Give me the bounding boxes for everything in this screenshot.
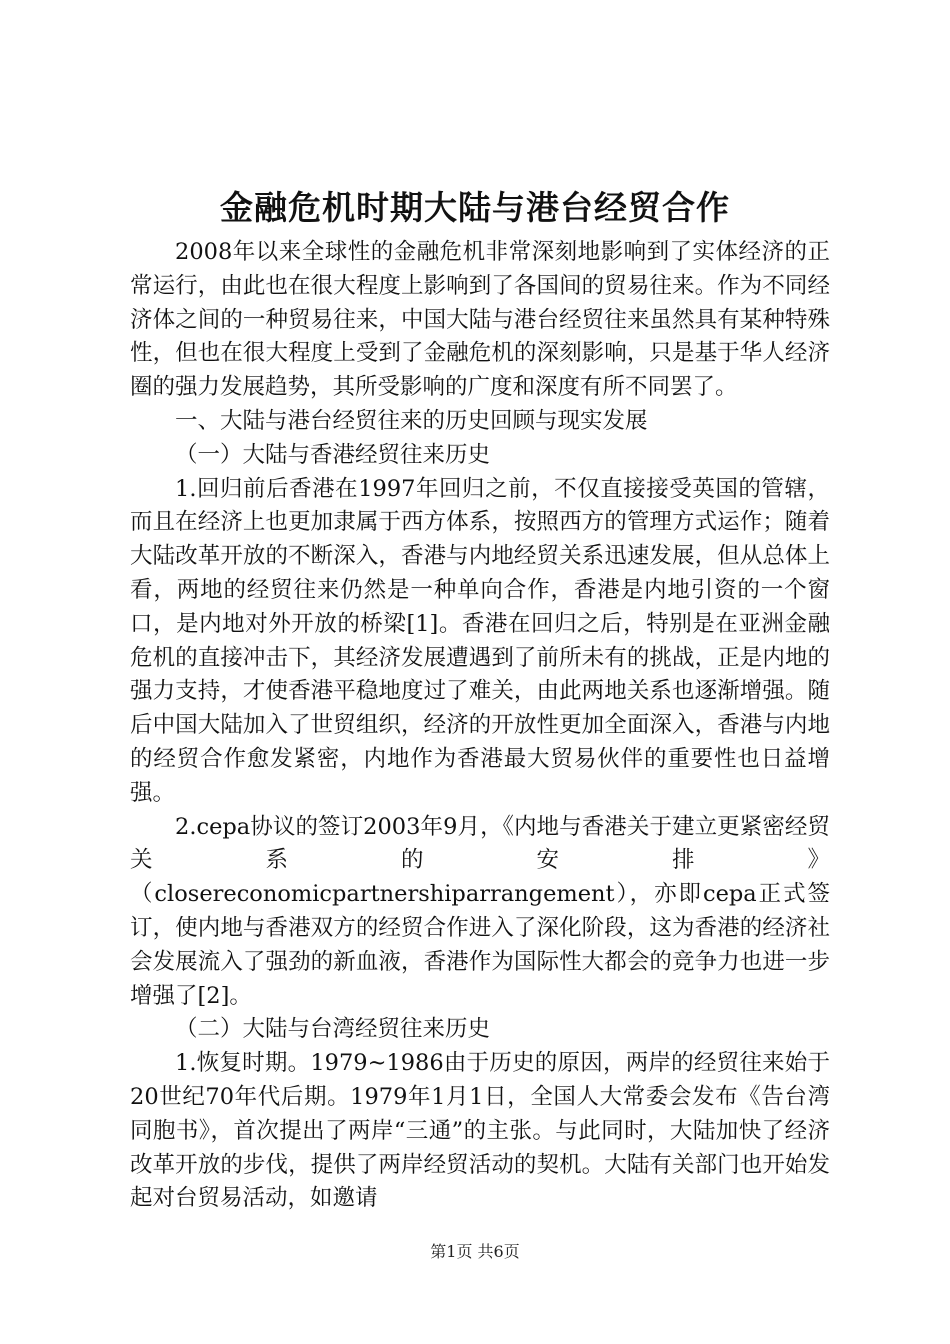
paragraph-intro: 2008年以来全球性的金融危机非常深刻地影响到了实体经济的正常运行，由此也在很大程度上影响到了各国间的贸易往来。作为不同经济体之间的一种贸易往来，中国大陆与港台经贸往来虽然具有某种特殊性，但也在很大程度上受到了金融危机的深刻影响，只是基于华人经济圈的强力发展趋势，其所受影响的广度和深度有所不同罢了。 (130, 239, 830, 401)
paragraph-cepa-intro: 2.cepa协议的签订2003年9月，《内地与香港关于建立更紧密经贸关系的安排》 (130, 813, 830, 874)
paragraph-hongkong-return: 1.回归前后香港在1997年回归之前，不仅直接接受英国的管辖，而且在经济上也更加隶属于西方体系，按照西方的管理方式运作；随着大陆改革开放的不断深入，香港与内地经贸关系迅速发展，但从总体上看，两地的经贸往来仍然是一种单向合作，香港是内地引资的一个窗口，是内地对外开放的桥梁[1]。香港在回归之后，特别是在亚洲金融危机的直接冲击下，其经济发展遭遇到了前所未有的挑战，正是内地的强力支持，才使香港平稳地度过了难关，由此两地关系也逐渐增强。随后中国大陆加入了世贸组织，经济的开放性更加全面深入，香港与内地的经贸合作愈发紧密，内地作为香港最大贸易伙伴的重要性也日益增强。 (130, 475, 830, 806)
section-heading-1: 一、大陆与港台经贸往来的历史回顾与现实发展 (175, 407, 648, 434)
subsection-heading-hongkong: （一）大陆与香港经贸往来历史 (175, 441, 491, 468)
paragraph-taiwan-recovery: 1.恢复时期。1979~1986由于历史的原因，两岸的经贸往来始于20世纪70年代后期。1979年1月1日，全国人大常委会发布《告台湾同胞书》，首次提出了两岸“三通”的主张。与此同时，大陆加快了经济改革开放的步伐，提供了两岸经贸活动的契机。大陆有关部门也开始发起对台贸易活动，如邀请 (130, 1050, 830, 1212)
page-footer: 第1页 共6页 (430, 1242, 520, 1261)
paragraph-cepa-detail: （closereconomicpartnershiparrangement），亦即cepa正式签订，使内地与香港双方的经贸合作进入了深化阶段，这为香港的经济社会发展流入了强劲的新血液，香港作为国际性大都会的竞争力也进一步增强了[2]。 (130, 881, 830, 1009)
document-title: 金融危机时期大陆与港台经贸合作 (220, 188, 730, 227)
document-body (130, 236, 830, 1216)
subsection-heading-taiwan: （二）大陆与台湾经贸往来历史 (175, 1016, 491, 1043)
